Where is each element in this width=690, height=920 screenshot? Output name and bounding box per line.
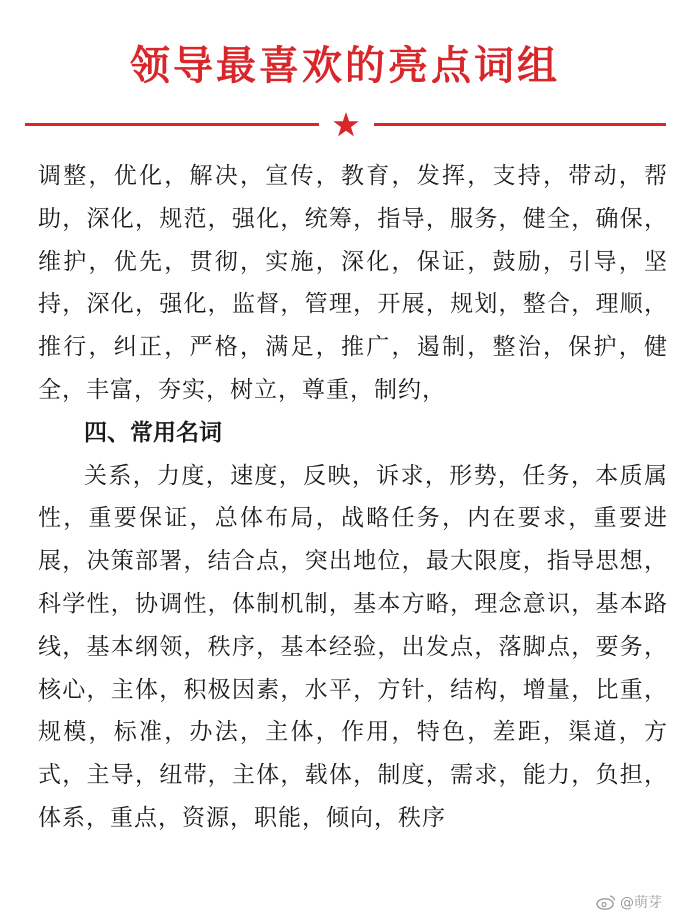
nouns-paragraph: 关系，力度，速度，反映，诉求，形势，任务，本质属性，重要保证，总体布局，战略任务，内在要求，重要进展，决策部署，结合点，突出地位，最大限度，指导思想，科学性，协调性，体制机制，基本方略，理念意识，基本路线，基本纲领，秩序，基本经验，出发点，落脚点，要务，核心，主体，积极因素，水平，方针，结构，增量，比重，规模，标准，办法，主体，作用，特色，差距，渠道，方式，主导，纽带，主体，载体，制度，需求，能力，负担，体系，重点，资源，职能，倾向，秩序 (38, 462, 668, 831)
divider-line-right (374, 123, 666, 126)
weibo-icon (596, 894, 616, 910)
title-divider (0, 111, 690, 139)
star-icon (332, 111, 360, 139)
page-title: 领导最喜欢的亮点词组 (130, 42, 560, 89)
article-body (38, 155, 668, 840)
verbs-paragraph: 调整，优化，解决，宣传，教育，发挥，支持，带动，帮助，深化，规范，强化，统筹，指导，服务，健全，确保，维护，优先，贯彻，实施，深化，保证，鼓励，引导，坚持，深化，强化，监督，管理，开展，规划，整合，理顺，推行，纠正，严格，满足，推广，遏制，整治，保护，健全，丰富，夯实，树立，尊重，制约， (38, 163, 668, 403)
divider-line-left (25, 123, 319, 126)
star-shape (333, 112, 359, 136)
watermark-text: @萌芽 (620, 895, 662, 911)
section-heading-nouns: 四、常用名词 (84, 418, 222, 446)
watermark (596, 892, 662, 912)
